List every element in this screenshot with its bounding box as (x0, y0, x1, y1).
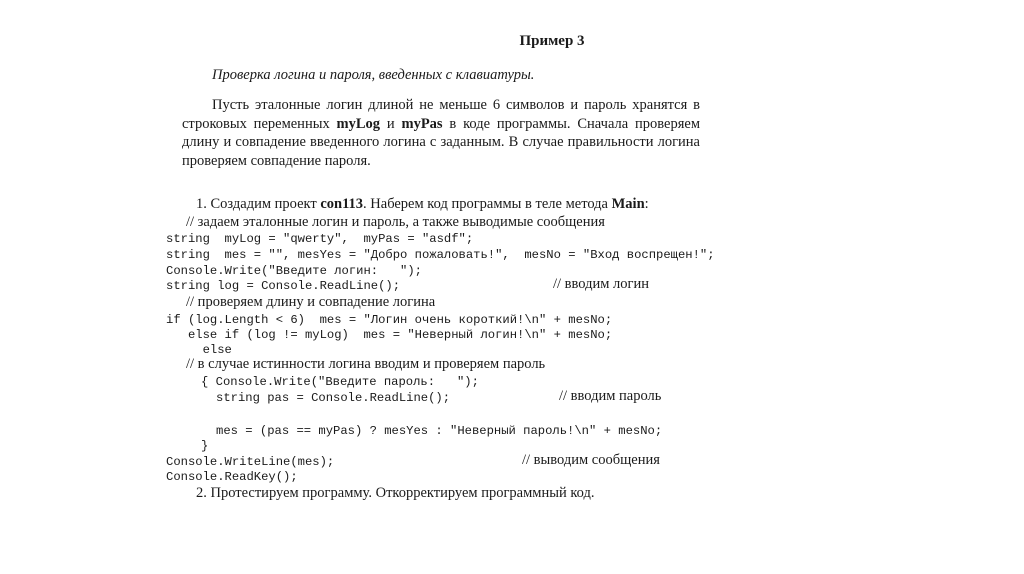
example-title: Пример 3 (519, 33, 585, 49)
code-line-4: string log = Console.ReadLine(); (166, 279, 401, 293)
step1-text-pre: 1. Создадим проект (196, 196, 321, 212)
example-subtitle: Проверка логина и пароля, введенных с клавиатуры. (212, 67, 535, 83)
step1-method-name: Main (611, 196, 645, 212)
code-line-8: { Console.Write("Введите пароль: "); (201, 375, 479, 389)
code-line-3: Console.Write("Введите логин: "); (166, 264, 422, 278)
code-line-13: Console.ReadKey(); (166, 470, 298, 484)
code-comment-4: // вводим логин (553, 276, 649, 292)
code-comment-9: // вводим пароль (559, 388, 662, 404)
intro-text-2: и (380, 115, 402, 132)
step1-text-mid: . Наберем код программы в теле метода (363, 196, 612, 212)
code-line-5: if (log.Length < 6) mes = "Логин очень короткий!\n" + mesNo; (166, 313, 613, 327)
step1-text-post: : (644, 196, 649, 212)
code-comment-12: // выводим сообщения (522, 452, 660, 468)
intro-text-3: в коде программы. Сначала проверяем длину и совпадение введенного логина с заданным. В случае правильности логина проверяем совпадение пароля. (182, 115, 701, 169)
step-2: 2. Протестируем программу. Откорректируем программный код. (196, 485, 595, 501)
code-line-9: string pas = Console.ReadLine(); (216, 391, 451, 405)
code-comment-3: // в случае истинности логина вводим и проверяем пароль (186, 356, 546, 372)
intro-var-mypas: myPas (401, 115, 443, 132)
step-1 (196, 196, 649, 213)
code-line-6: else if (log != myLog) mes = "Неверный логин!\n" + mesNo; (166, 328, 613, 342)
code-comment-2: // проверяем длину и совпадение логина (186, 294, 436, 310)
code-comment-1: // задаем эталонные логин и пароль, а также выводимые сообщения (186, 214, 605, 230)
code-line-12: Console.WriteLine(mes); (166, 455, 335, 469)
step1-project-name: con113 (320, 196, 364, 212)
code-line-2: string mes = "", mesYes = "Добро пожаловать!", mesNo = "Вход воспрещен!"; (166, 248, 715, 262)
code-line-7: else (166, 343, 232, 357)
intro-paragraph (182, 96, 700, 170)
code-line-11: } (201, 439, 209, 453)
code-line-1: string myLog = "qwerty", myPas = "asdf"; (166, 232, 474, 246)
intro-var-mylog: myLog (336, 115, 381, 132)
code-line-10: mes = (pas == myPas) ? mesYes : "Неверный пароль!\n" + mesNo; (216, 424, 663, 438)
intro-text-1: Пусть эталонные логин длиной не меньше 6 символов и пароль хранятся в строковых переменных (182, 97, 700, 132)
